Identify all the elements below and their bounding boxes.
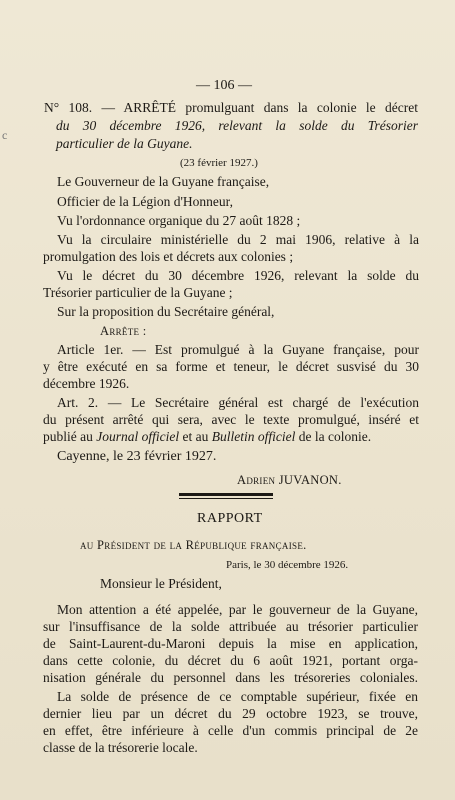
separator-rule-thin — [179, 498, 273, 499]
decree-ref-line-2: Trésorier particulier de la Guyane ; — [43, 285, 233, 300]
proposal-line: Sur la proposition du Secrétaire général, — [57, 304, 275, 319]
report-para-2-line-4: classe de la trésorerie locale. — [43, 740, 198, 755]
decree-title-line-3: particulier de la Guyane. — [56, 136, 193, 151]
separator-rule — [179, 493, 273, 496]
governor-line: Le Gouverneur de la Guyane française, — [57, 174, 270, 189]
article-2-line-2: du présent arrêté qui sera, avec le texte promulgué, inséré et — [43, 412, 419, 427]
decree-title-line-2: du 30 décembre 1926, relevant la solde du Trésorier — [56, 118, 418, 133]
article-2-line-1: Art. 2. — Le Secrétaire général est chargé de l'exécution — [57, 395, 419, 410]
report-para-1-line-4: dans cette colonie, du décret du 6 août 1921, portant orga- — [43, 653, 418, 668]
article-1-line-2: y être exécuté en sa forme et teneur, le décret susvisé du 30 — [43, 359, 419, 374]
report-para-1-line-1: Mon attention a été appelée, par le gouverneur de la Guyane, — [57, 602, 418, 617]
decree-ref-line-1: Vu le décret du 30 décembre 1926, relevant la solde du — [57, 268, 419, 283]
decree-title-line-1: N° 108. — ARRÊTÉ promulguant dans la colonie le décret — [44, 100, 418, 115]
report-para-1-line-2: sur l'insuffisance de la solde attribuée au trésorier particulier — [43, 619, 418, 634]
article-1-line-1: Article 1er. — Est promulgué à la Guyane française, pour — [57, 342, 419, 357]
margin-mark: c — [2, 128, 8, 142]
page-number: — 106 — — [196, 78, 252, 93]
report-salutation: Monsieur le Président, — [100, 576, 222, 591]
officer-line: Officier de la Légion d'Honneur, — [57, 194, 233, 209]
arrete-heading: Arrête : — [100, 324, 147, 338]
report-place-date: Paris, le 30 décembre 1926. — [226, 559, 349, 571]
article-2-line-3: publié au Journal officiel et au Bulletin officiel de la colonie. — [43, 429, 372, 444]
decree-place-date: Cayenne, le 23 février 1927. — [57, 449, 217, 464]
report-para-1-line-5: nisation générale du personnel dans les trésoreries coloniales. — [43, 670, 418, 685]
article-1-line-3: décembre 1926. — [43, 376, 130, 391]
report-title: RAPPORT — [197, 511, 263, 526]
decree-signature: Adrien JUVANON. — [237, 473, 342, 487]
report-addressee: au Président de la République française. — [80, 538, 307, 552]
ordinance-line: Vu l'ordonnance organique du 27 août 1828 ; — [57, 213, 301, 228]
circular-line-1: Vu la circulaire ministérielle du 2 mai 1906, relative à la — [57, 232, 419, 247]
report-para-2-line-1: La solde de présence de ce comptable supérieur, fixée en — [57, 689, 418, 704]
report-para-2-line-3: en effet, être inférieure à celle d'un commis principal de 2e — [43, 723, 418, 738]
report-para-1-line-3: de Saint-Laurent-du-Maroni depuis la mise en application, — [43, 636, 418, 651]
decree-date: (23 février 1927.) — [180, 157, 258, 169]
report-para-2-line-2: dernier lieu par un décret du 29 octobre 1923, se trouve, — [43, 706, 418, 721]
circular-line-2: promulgation des lois et décrets aux colonies ; — [43, 249, 294, 264]
